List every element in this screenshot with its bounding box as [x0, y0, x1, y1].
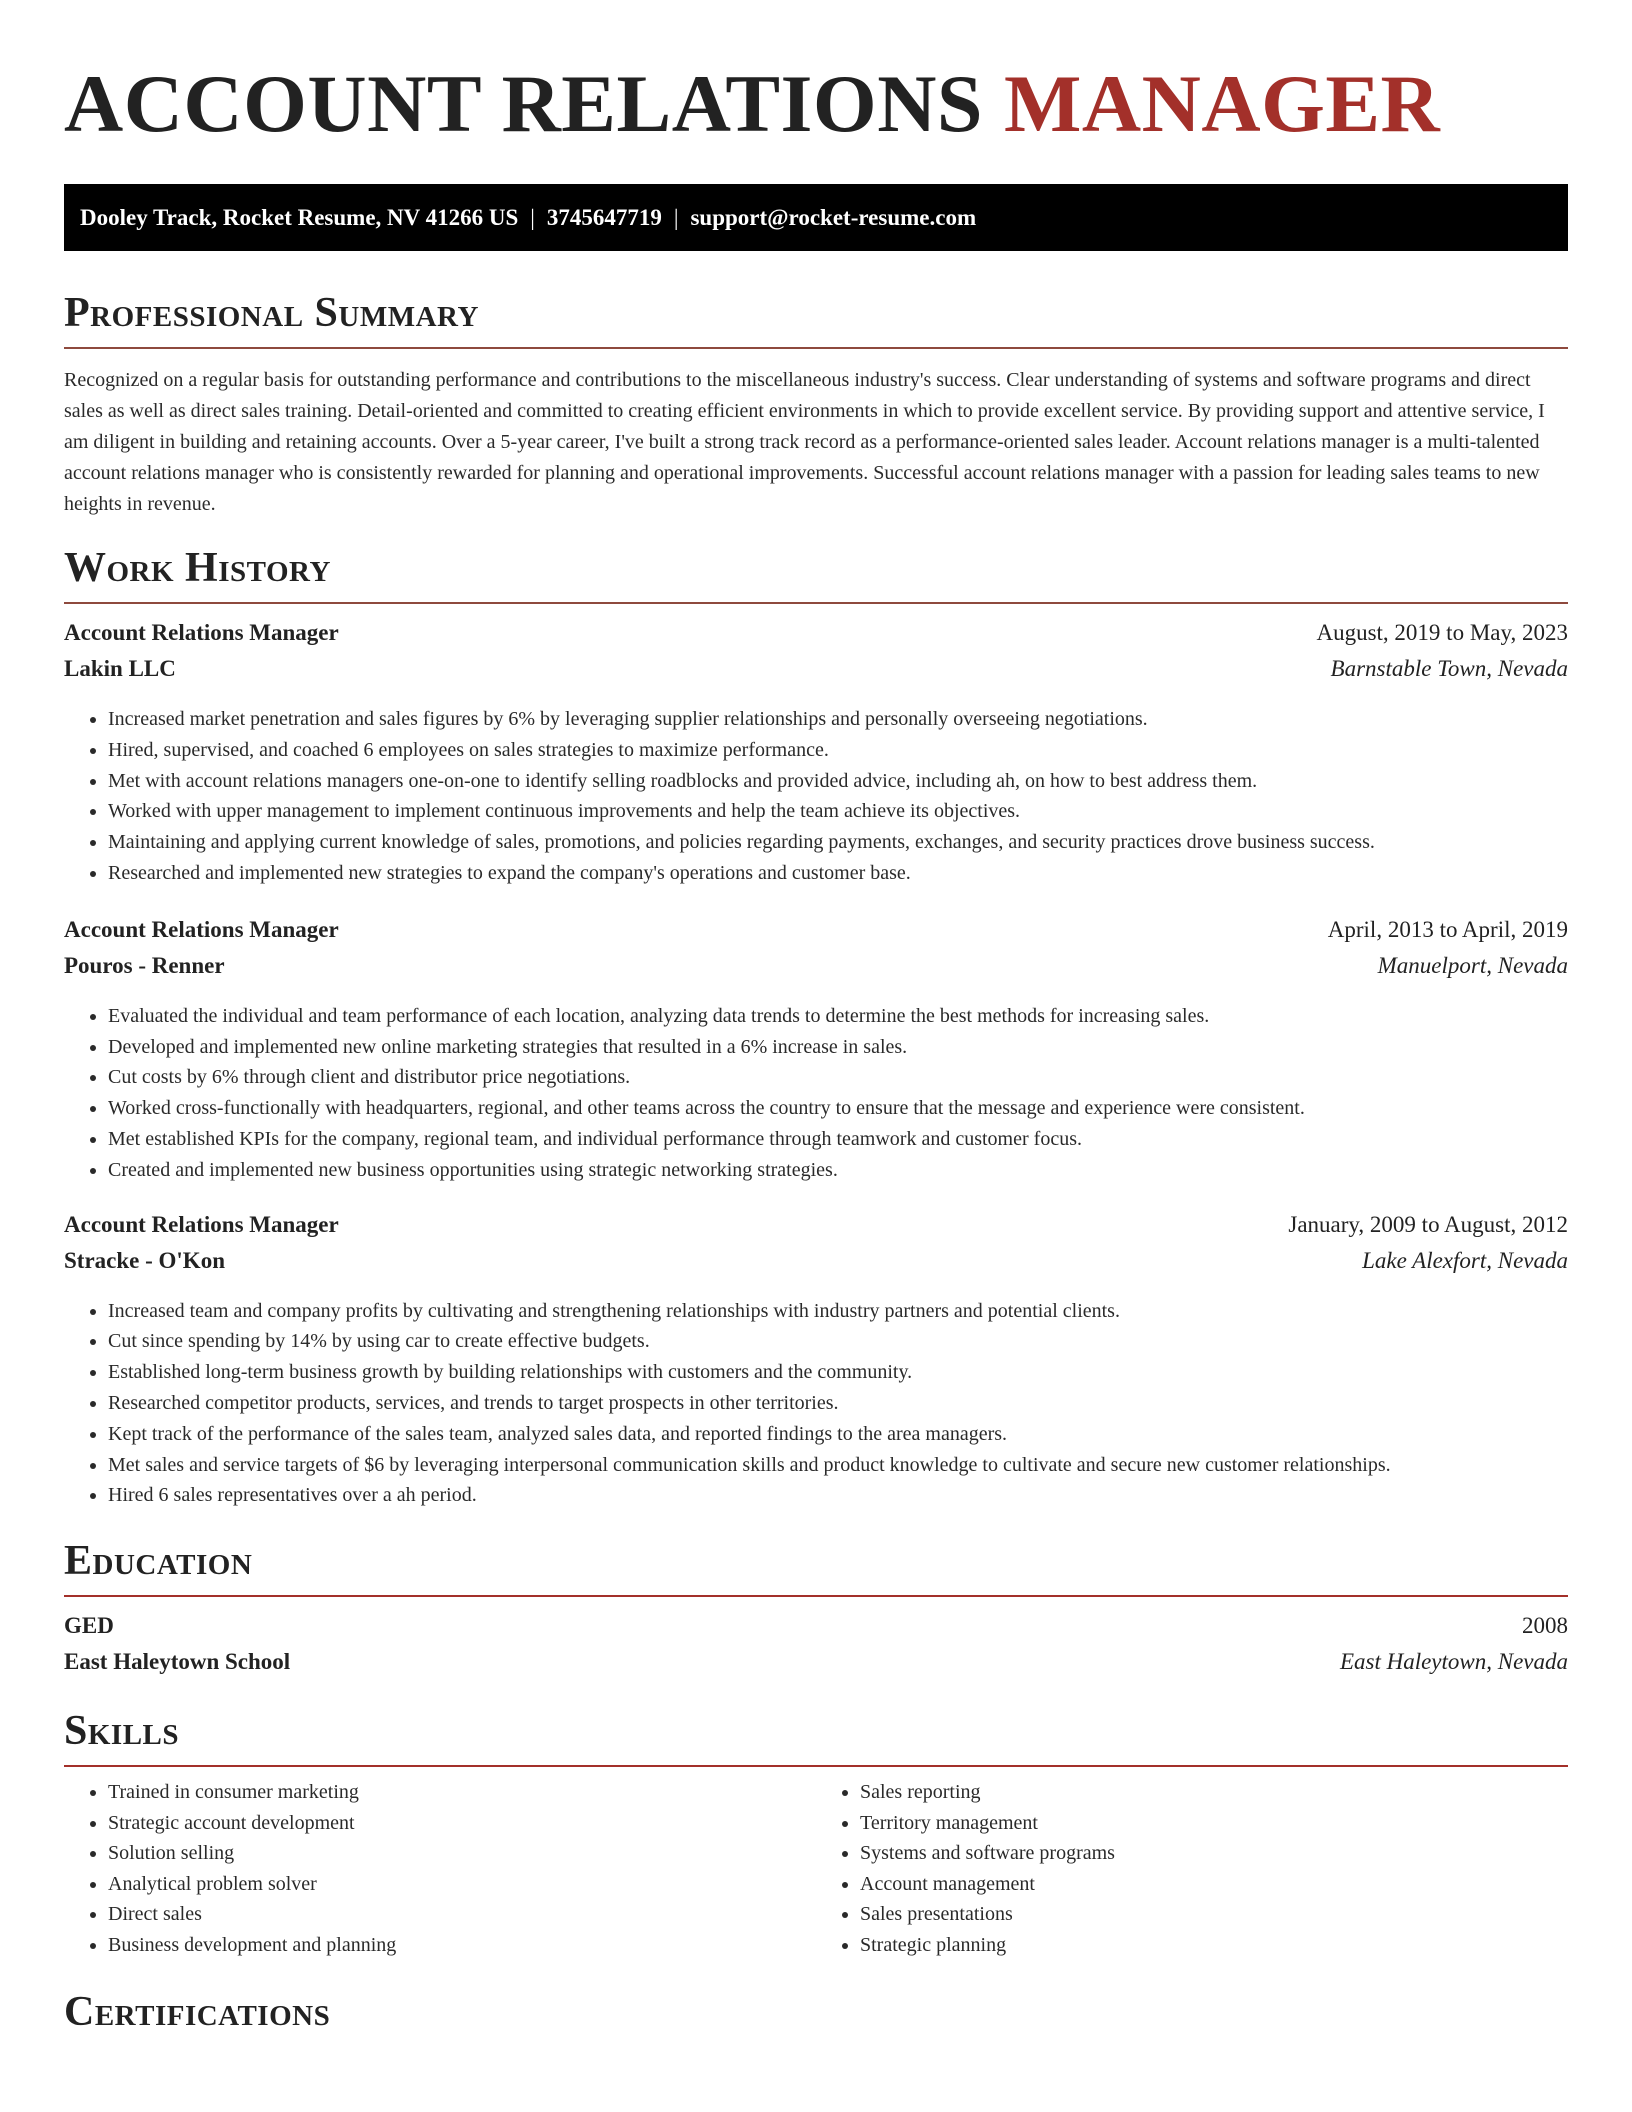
education-degree: GED [64, 1613, 114, 1639]
education-year: 2008 [1522, 1613, 1568, 1639]
skill-item: • Business development and planning [108, 1930, 816, 1961]
list-item: • Developed and implemented new online marketing strategies that resulted in a 6% increase in sales. [108, 1032, 1568, 1063]
job-bullets [64, 1296, 1568, 1512]
list-item: • Cut costs by 6% through client and distributor price negotiations. [108, 1062, 1568, 1093]
title-accent: MANAGER [1004, 58, 1441, 149]
job-location: Barnstable Town, Nevada [1330, 656, 1568, 681]
resume-page [64, 0, 1568, 2046]
skill-item: • Sales presentations [860, 1899, 1568, 1930]
list-item: • Worked with upper management to implement continuous improvements and help the team achieve its objectives. [108, 796, 1568, 827]
job-location: Manuelport, Nevada [1377, 952, 1568, 978]
job-entry [64, 1212, 1568, 1512]
skill-item: • Sales reporting [860, 1777, 1568, 1808]
education-school: East Haleytown School [64, 1649, 291, 1675]
list-item: • Established long-term business growth by building relationships with customers and the community. [108, 1357, 1568, 1388]
list-item: • Hired 6 sales representatives over a ah period. [108, 1480, 1568, 1511]
job-location: Lake Alexfort, Nevada [1362, 1247, 1568, 1273]
skill-item: • Solution selling [108, 1838, 816, 1869]
list-item: • Cut since spending by 14% by using car to create effective budgets. [108, 1326, 1568, 1357]
list-item: • Maintaining and applying current knowledge of sales, promotions, and policies regarding payments, exchanges, and security practices drove business success. [108, 827, 1568, 858]
job-title: Account Relations Manager [64, 620, 339, 645]
skill-item: • Direct sales [108, 1899, 816, 1930]
skill-item: • Systems and software programs [860, 1838, 1568, 1869]
work-history-section [64, 544, 1568, 1511]
resume-title [64, 56, 1568, 152]
contact-separator: | [530, 204, 535, 230]
list-item: • Met established KPIs for the company, regional team, and individual performance through teamwork and customer focus. [108, 1124, 1568, 1155]
job-dates: April, 2013 to April, 2019 [1327, 916, 1568, 942]
list-item: • Evaluated the individual and team performance of each location, analyzing data trends to determine the best methods for increasing sales. [108, 1001, 1568, 1032]
contact-separator: | [673, 204, 679, 230]
skills-grid [64, 1777, 1568, 1960]
skills-column-left [64, 1777, 816, 1960]
job-entry [64, 620, 1568, 889]
list-item: • Increased team and company profits by cultivating and strengthening relationships with industry partners and potential clients. [108, 1296, 1568, 1327]
job-company: Lakin LLC [64, 656, 176, 681]
job-company: Pouros - Renner [64, 952, 225, 978]
job-title: Account Relations Manager [64, 916, 339, 942]
certifications-heading: Certifications [64, 1989, 331, 2036]
skill-item: • Territory management [860, 1808, 1568, 1839]
job-title: Account Relations Manager [64, 1211, 339, 1237]
list-item: • Researched competitor products, services, and trends to target prospects in other territories. [108, 1388, 1568, 1419]
contact-phone: 3745647719 [546, 204, 662, 230]
skills-section [64, 1707, 1568, 1960]
contact-email[interactable]: support@rocket-resume.com [690, 204, 977, 230]
education-heading: Education [64, 1537, 1568, 1597]
list-item: • Worked cross-functionally with headquarters, regional, and other teams across the country to ensure that the message and experience were consistent. [108, 1093, 1568, 1124]
summary-section [64, 289, 1568, 520]
work-history-heading: Work History [64, 544, 1568, 604]
education-section [64, 1537, 1568, 1685]
summary-text: Recognized on a regular basis for outstanding performance and contributions to the miscellaneous industry's success. Clear understanding of systems and software programs and direct sales as well as direct sales training. Detail-oriented and committed to creating efficient environments in which to provide excellent service. By providing support and attentive service, I am diligent in building and retaining accounts. Over a 5-year career, I've built a strong track record as a performance-oriented sales leader. Account relations manager is a multi-talented account relations manager who is consistently rewarded for planning and operational improvements. Successful account relations manager with a passion for leading sales teams to new heights in revenue. [64, 369, 1545, 515]
job-dates: January, 2009 to August, 2012 [1288, 1211, 1568, 1237]
certifications-section [64, 1988, 1568, 2046]
job-bullets [64, 704, 1568, 889]
skill-item: • Analytical problem solver [108, 1869, 816, 1900]
skill-item: • Strategic planning [860, 1930, 1568, 1961]
job-bullets [64, 1001, 1568, 1186]
job-dates: August, 2019 to May, 2023 [1316, 620, 1568, 645]
list-item: • Researched and implemented new strategies to expand the company's operations and customer base. [108, 858, 1568, 889]
list-item: • Kept track of the performance of the sales team, analyzed sales data, and reported findings to the area managers. [108, 1419, 1568, 1450]
summary-heading: Professional Summary [64, 289, 1568, 349]
title-main: ACCOUNT RELATIONS [64, 58, 984, 149]
skills-column-right [816, 1777, 1568, 1960]
skill-item: • Account management [860, 1869, 1568, 1900]
contact-bar [64, 184, 1568, 251]
education-location: East Haleytown, Nevada [1339, 1649, 1568, 1675]
list-item: • Met sales and service targets of $6 by leveraging interpersonal communication skills and product knowledge to cultivate and secure new customer relationships. [108, 1450, 1568, 1481]
job-entry [64, 917, 1568, 1186]
skills-heading: Skills [64, 1707, 1568, 1767]
skill-item: • Strategic account development [108, 1808, 816, 1839]
list-item: • Met with account relations managers one-on-one to identify selling roadblocks and provided advice, including ah, on how to best address them. [108, 766, 1568, 797]
skill-item: • Trained in consumer marketing [108, 1777, 816, 1808]
job-company: Stracke - O'Kon [64, 1247, 225, 1273]
list-item: • Created and implemented new business opportunities using strategic networking strategies. [108, 1155, 1568, 1186]
list-item: • Increased market penetration and sales figures by 6% by leveraging supplier relationships and personally overseeing negotiations. [108, 704, 1568, 735]
contact-address: Dooley Track, Rocket Resume, NV 41266 US [80, 204, 519, 230]
list-item: • Hired, supervised, and coached 6 employees on sales strategies to maximize performance. [108, 735, 1568, 766]
